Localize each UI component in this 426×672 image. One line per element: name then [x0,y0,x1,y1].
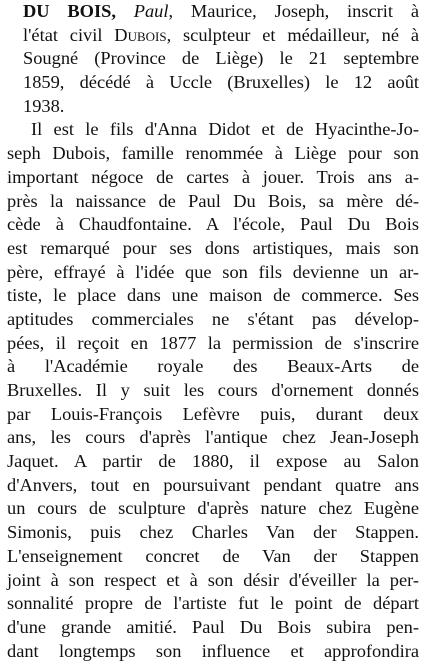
biography-text [7,0,419,663]
paragraph-line: joint à son respect et à son désir d'éveiller la per- [7,569,419,590]
paragraph-line: père, effrayé à l'idée que son fils devienne un ar- [7,261,419,282]
paragraph-line: important négoce de cartes à jouer. Trois ans a- [7,166,419,187]
paragraph-line: seph Dubois, famille renommée à Liège pour son [7,143,419,164]
paragraph-line: sonnalité propre de l'artiste fut le point de départ [7,593,419,614]
entry-civil-name: Dubois [114,24,167,45]
paragraph-line: cède à Chaudfontaine. A l'école, Paul Du Bois [7,214,419,235]
paragraph-line: Il est le fils d'Anna Didot et de Hyacinthe-Jo- [31,119,419,140]
paragraph-line: par Louis-François Lefèvre puis, durant deux [7,403,419,424]
paragraph-line: tiste, le place dans une maison de commerce. Ses [7,285,419,306]
entry-line-4: 1859, décédé à Uccle (Bruxelles) le 12 août [23,72,419,93]
entry-line-1-rest: , Maurice, Joseph, inscrit à [168,1,419,21]
paragraph-line: près la naissance de Paul Du Bois, sa mère dé- [7,190,419,211]
entry-line-1 [7,0,419,24]
paragraph-line: L'enseignement concret de Van der Stappen [7,545,419,566]
paragraph-line: ans, les cours d'après l'antique chez Jean-Joseph [7,427,419,448]
paragraph-line: est remarqué pour ses dons artistiques, mais son [7,237,419,258]
paragraph-line: à l'Académie royale des Beaux-Arts de [7,356,419,377]
entry-line-5: 1938. [23,95,65,116]
paragraph-line: pées, il reçoit en 1877 la permission de s'inscrire [7,332,419,353]
paragraph-line: d'une grande amitié. Paul Du Bois subira pen- [7,616,419,637]
paragraph-line: aptitudes commerciales ne s'étant pas dévelop- [7,308,419,329]
paragraph-line: Simonis, puis chez Charles Van der Stappen. [7,522,419,543]
paragraph-line: un cours de sculpture d'après nature chez Eugène [7,498,419,519]
entry-line-2: l'état civil Dubois, sculpteur et médailleur, né à [23,24,419,45]
paragraph-line: Jaquet. A partir de 1880, il expose au Salon [7,451,419,472]
paragraph-line: Bruxelles. Il y suit les cours d'ornement donnés [7,380,419,400]
paragraph-line: dant longtemps son influence et approfondira [7,640,419,661]
paragraph-line: d'Anvers, tout en poursuivant pendant quatre ans [7,474,419,495]
entry-first-name: Paul [133,1,169,21]
entry-surname: DU BOIS, [23,1,116,21]
entry-line-3: Sougné (Province de Liège) le 21 septembre [23,48,419,69]
